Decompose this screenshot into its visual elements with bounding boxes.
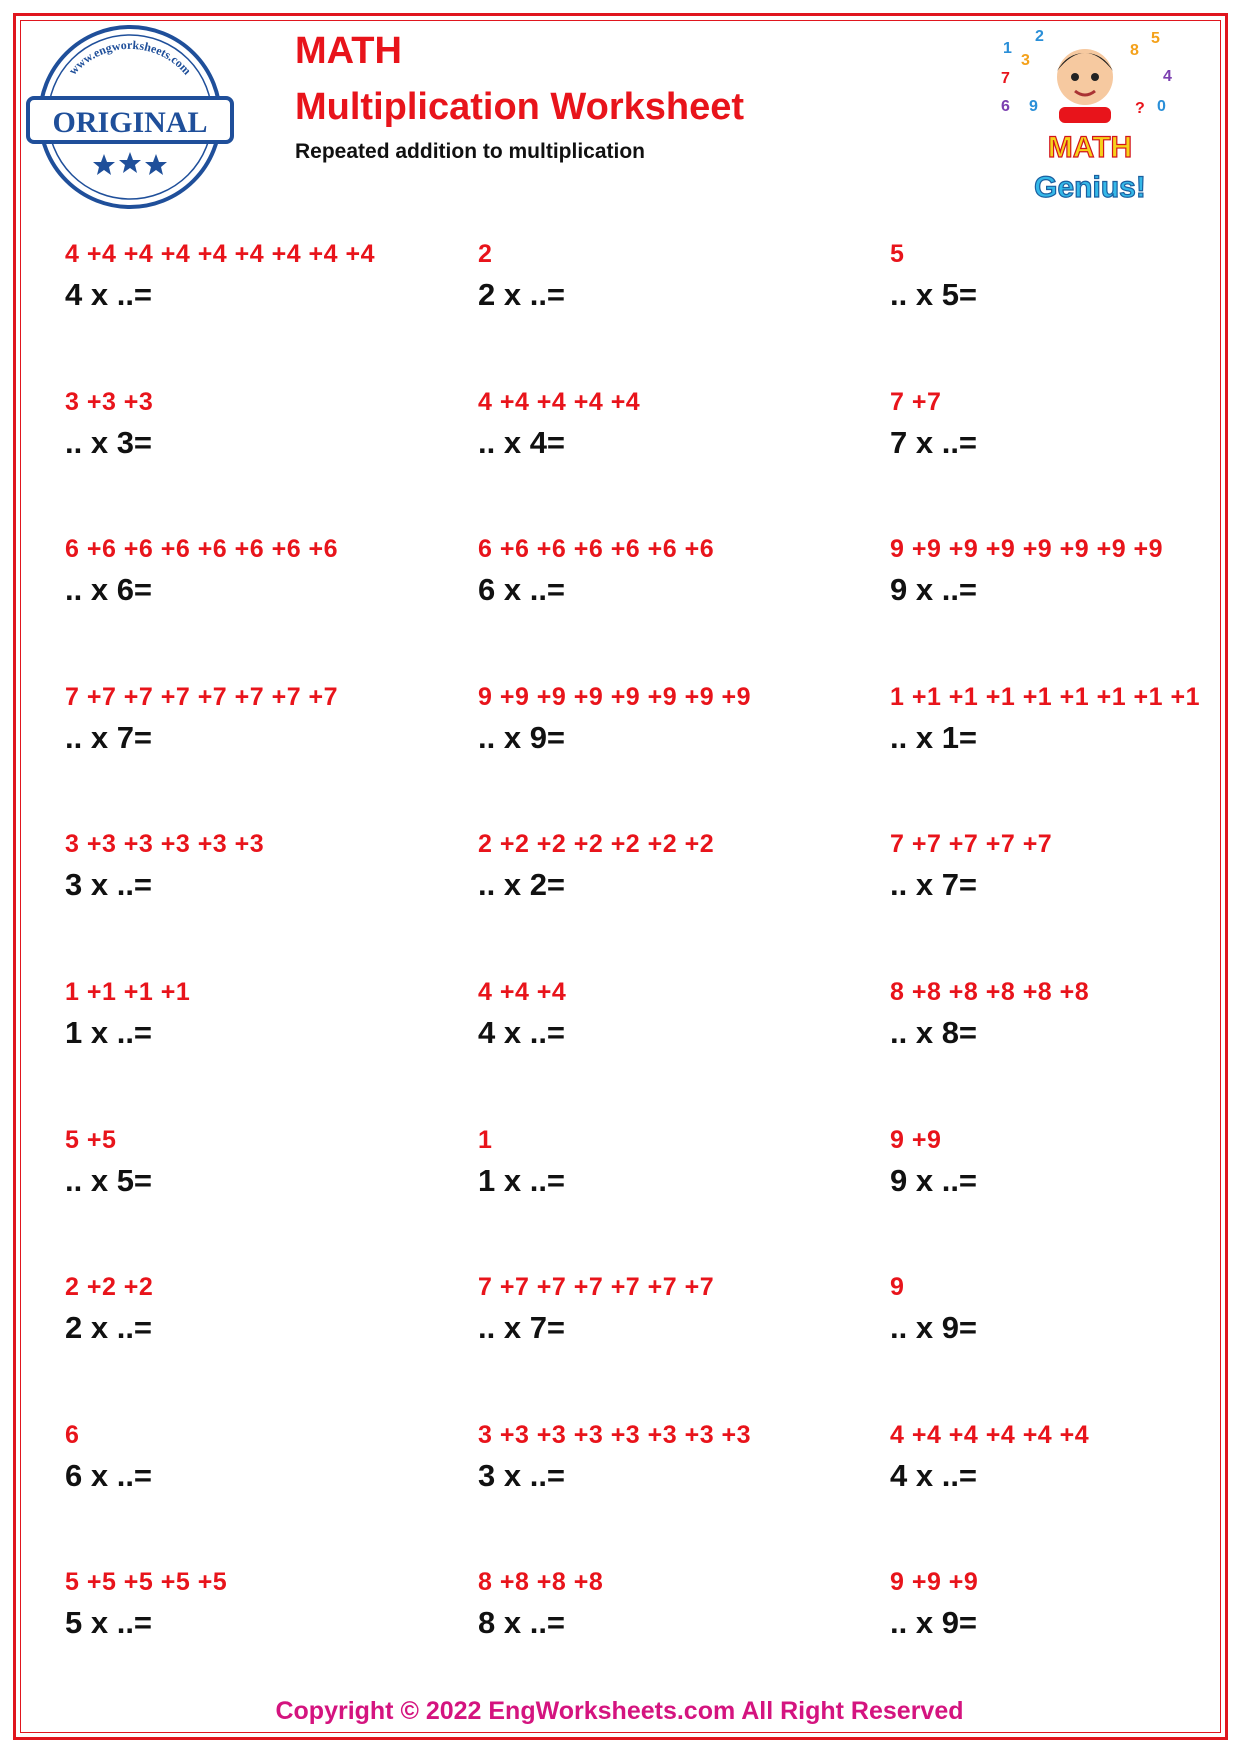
repeated-addition: 2: [478, 240, 493, 268]
repeated-addition: 9 +9: [890, 1125, 942, 1154]
multiplication-blank[interactable]: 6 x ..=: [65, 1457, 153, 1493]
multiplication-blank[interactable]: 1 x ..=: [478, 1162, 566, 1198]
repeated-addition: 6 +6 +6 +6 +6 +6 +6 +6: [65, 535, 339, 564]
problem-item: [65, 830, 465, 903]
svg-text:?: ?: [1135, 100, 1145, 117]
multiplication-blank[interactable]: .. x 6=: [65, 572, 153, 608]
multiplication-blank[interactable]: .. x 5=: [890, 277, 978, 312]
problem-item: [890, 830, 1239, 903]
multiplication-blank[interactable]: .. x 3=: [65, 424, 153, 460]
problem-item: [65, 1273, 465, 1346]
original-stamp-logo: [24, 22, 236, 212]
multiplication-blank[interactable]: 2 x ..=: [478, 277, 566, 312]
title-worksheet: Multiplication Worksheet: [295, 86, 745, 128]
problem-item: [890, 1273, 1239, 1346]
svg-text:3: 3: [1021, 52, 1030, 69]
problem-item: [65, 1126, 465, 1199]
problem-item: [478, 1126, 878, 1199]
star-icons: [93, 152, 167, 175]
problem-item: [65, 978, 465, 1051]
multiplication-blank[interactable]: 9 x ..=: [890, 572, 978, 608]
repeated-addition: 9 +9 +9: [890, 1568, 979, 1597]
subtitle: Repeated addition to multiplication: [295, 140, 646, 163]
svg-text:0: 0: [1157, 98, 1166, 115]
svg-text:5: 5: [1151, 30, 1160, 47]
repeated-addition: 7 +7 +7 +7 +7: [890, 830, 1053, 859]
problem-item: [890, 683, 1239, 756]
problem-item: [478, 683, 878, 756]
problem-item: [65, 535, 465, 608]
multiplication-blank[interactable]: 5 x ..=: [65, 1605, 153, 1641]
repeated-addition: 1: [478, 1125, 493, 1154]
problem-item: [65, 683, 465, 756]
multiplication-blank[interactable]: 4 x ..=: [65, 277, 153, 312]
svg-text:MATH: MATH: [1047, 131, 1133, 164]
repeated-addition: 8 +8 +8 +8 +8 +8: [890, 978, 1090, 1006]
repeated-addition: 4 +4 +4 +4 +4: [478, 387, 641, 416]
problem-item: [890, 978, 1239, 1051]
svg-text:9: 9: [1029, 98, 1038, 115]
repeated-addition: 1 +1 +1 +1 +1 +1 +1 +1 +1: [890, 682, 1200, 711]
repeated-addition: 6 +6 +6 +6 +6 +6 +6: [478, 535, 715, 564]
repeated-addition: 4 +4 +4 +4 +4 +4 +4 +4 +4: [65, 240, 375, 268]
multiplication-blank[interactable]: .. x 5=: [65, 1162, 153, 1198]
copyright-footer: Copyright © 2022 EngWorksheets.com All Right Reserved: [275, 1697, 964, 1725]
svg-text:6: 6: [1001, 98, 1010, 115]
problem-item: [890, 388, 1239, 461]
problem-item: [890, 1568, 1239, 1641]
repeated-addition: 5: [890, 240, 905, 268]
problem-item: [65, 240, 465, 313]
multiplication-blank[interactable]: .. x 1=: [890, 719, 978, 755]
repeated-addition: 5 +5: [65, 1125, 117, 1154]
multiplication-blank[interactable]: 8 x ..=: [478, 1605, 566, 1641]
math-genius-mascot-image: [995, 25, 1185, 210]
multiplication-blank[interactable]: .. x 9=: [890, 1310, 978, 1346]
multiplication-blank[interactable]: .. x 4=: [478, 424, 566, 460]
multiplication-blank[interactable]: .. x 7=: [65, 719, 153, 755]
repeated-addition: 9: [890, 1273, 905, 1302]
svg-text:Genius!: Genius!: [1034, 171, 1146, 204]
repeated-addition: 8 +8 +8 +8: [478, 1568, 604, 1597]
svg-text:2: 2: [1035, 28, 1044, 45]
svg-text:1: 1: [1003, 40, 1012, 57]
multiplication-blank[interactable]: 4 x ..=: [890, 1457, 978, 1493]
multiplication-blank[interactable]: .. x 7=: [890, 867, 978, 903]
problem-item: [890, 1126, 1239, 1199]
repeated-addition: 6: [65, 1420, 80, 1449]
multiplication-blank[interactable]: .. x 9=: [478, 719, 566, 755]
problem-item: [890, 240, 1239, 313]
svg-text:7: 7: [1001, 70, 1010, 87]
repeated-addition: 7 +7 +7 +7 +7 +7 +7 +7: [65, 682, 339, 711]
problem-item: [478, 1568, 878, 1641]
problem-item: [478, 830, 878, 903]
repeated-addition: 2 +2 +2 +2 +2 +2 +2: [478, 830, 715, 859]
multiplication-blank[interactable]: 4 x ..=: [478, 1015, 566, 1050]
svg-text:8: 8: [1130, 42, 1139, 59]
problem-item: [478, 978, 878, 1051]
repeated-addition: 4 +4 +4: [478, 978, 567, 1006]
repeated-addition: 3 +3 +3 +3 +3 +3: [65, 830, 265, 859]
repeated-addition: 1 +1 +1 +1: [65, 978, 191, 1006]
svg-text:www.engworksheets.com: www.engworksheets.com: [65, 37, 195, 78]
problem-item: [478, 535, 878, 608]
problem-item: [65, 388, 465, 461]
problem-item: [890, 535, 1239, 608]
repeated-addition: 7 +7: [890, 387, 942, 416]
multiplication-blank[interactable]: .. x 8=: [890, 1015, 978, 1050]
repeated-addition: 9 +9 +9 +9 +9 +9 +9 +9: [890, 535, 1164, 564]
svg-text:ORIGINAL: ORIGINAL: [52, 106, 208, 139]
multiplication-blank[interactable]: 6 x ..=: [478, 572, 566, 608]
problem-item: [65, 1568, 465, 1641]
title-math: MATH: [295, 30, 402, 72]
multiplication-blank[interactable]: 9 x ..=: [890, 1162, 978, 1198]
repeated-addition: 9 +9 +9 +9 +9 +9 +9 +9: [478, 682, 752, 711]
repeated-addition: 3 +3 +3 +3 +3 +3 +3 +3: [478, 1420, 752, 1449]
multiplication-blank[interactable]: 2 x ..=: [65, 1310, 153, 1346]
repeated-addition: 5 +5 +5 +5 +5: [65, 1568, 228, 1597]
problem-item: [65, 1421, 465, 1494]
problem-item: [478, 1421, 878, 1494]
svg-text:4: 4: [1163, 68, 1172, 85]
problem-item: [478, 240, 878, 313]
repeated-addition: 2 +2 +2: [65, 1273, 154, 1302]
repeated-addition: 7 +7 +7 +7 +7 +7 +7: [478, 1273, 715, 1302]
repeated-addition: 3 +3 +3: [65, 387, 154, 416]
multiplication-blank[interactable]: .. x 9=: [890, 1605, 978, 1641]
multiplication-blank[interactable]: 3 x ..=: [65, 867, 153, 903]
multiplication-blank[interactable]: .. x 7=: [478, 1310, 566, 1346]
multiplication-blank[interactable]: 3 x ..=: [478, 1457, 566, 1493]
repeated-addition: 4 +4 +4 +4 +4 +4: [890, 1420, 1090, 1449]
multiplication-blank[interactable]: .. x 2=: [478, 867, 566, 903]
problem-item: [890, 1421, 1239, 1494]
multiplication-blank[interactable]: 7 x ..=: [890, 424, 978, 460]
problem-item: [478, 388, 878, 461]
problem-item: [478, 1273, 878, 1346]
multiplication-blank[interactable]: 1 x ..=: [65, 1015, 153, 1050]
